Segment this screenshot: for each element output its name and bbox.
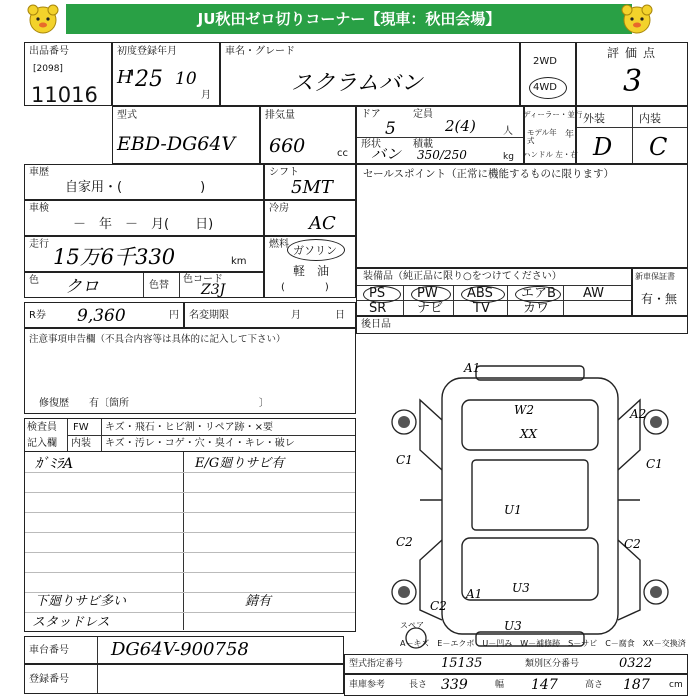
- ext-int-cell: [576, 106, 688, 164]
- spare-label: スペア: [400, 621, 424, 630]
- diagram-mark-8: C2: [396, 535, 413, 549]
- comment-left-3: スタッドレス: [32, 615, 110, 630]
- displacement-label: 排気量: [265, 110, 295, 121]
- diagram-mark-4: XX: [520, 427, 538, 441]
- name-cell: [220, 42, 520, 106]
- mileage-unit: km: [231, 256, 247, 267]
- mileage-cell: [24, 236, 264, 272]
- first-reg-cell: [112, 42, 220, 106]
- name-label: 車名・グレード: [225, 46, 295, 57]
- bear-mascot-left-icon: [26, 3, 60, 35]
- dealer-label: ディーラー・並行: [523, 110, 583, 119]
- doors-value: 5: [385, 119, 396, 139]
- recycle-label: R券: [29, 310, 46, 321]
- fuel-gas-circle: [287, 239, 345, 261]
- inspection-value: － 年 － 月( 日): [73, 217, 214, 232]
- rear-window: [462, 538, 598, 600]
- equip-tv: TV: [473, 301, 490, 316]
- fuel-paren: ( ): [281, 282, 329, 293]
- equip-abs-circle: [461, 286, 505, 303]
- equip-aw: AW: [583, 286, 605, 301]
- grade-cell: [576, 42, 688, 106]
- reg-limit-label: 名変期限: [189, 310, 229, 321]
- warranty-cell: [632, 268, 688, 316]
- comment-left-2: 下廻りサビ多い: [35, 594, 127, 609]
- inspector-label2: 記入欄: [27, 438, 57, 449]
- header-title: JU秋田ゼロ切りコーナー【現車：秋田会場】: [66, 4, 632, 34]
- capacity-unit: 人: [503, 126, 513, 137]
- ext-value: D: [593, 133, 613, 161]
- diagram-mark-3: A2: [630, 407, 647, 421]
- history-label: 車歴: [29, 167, 49, 178]
- inspector-label1: 検査員: [27, 422, 57, 433]
- comments-cell: [24, 452, 356, 632]
- first-reg-year: '25: [129, 67, 164, 92]
- equipment-cell: [356, 268, 632, 316]
- class-value: 0322: [619, 656, 653, 671]
- shape-label: 形状: [361, 139, 381, 150]
- equipment-label: 装備品（純正品に限り○をつけてください）: [363, 271, 562, 282]
- fuel-cell: [264, 236, 356, 298]
- equip-pw: PW: [417, 286, 438, 301]
- inspection-label: 車検: [29, 203, 49, 214]
- color-no-label: 色替: [149, 280, 169, 291]
- lot-label: 出品番号: [29, 46, 69, 57]
- color-label: 色: [29, 275, 39, 286]
- load-label: 積載: [413, 139, 433, 150]
- first-reg-unit: 月: [201, 90, 211, 101]
- lot-cell: [24, 42, 112, 106]
- int-label: 内装: [639, 112, 661, 125]
- damage-legend: A－キズ E－エクボ U－凹み W－補修跡 S－サビ C－腐食 XX－交換済: [400, 639, 686, 648]
- chassis-label: 車台番号: [29, 645, 69, 656]
- rear-right-fender: [618, 537, 641, 620]
- dim-height: 187: [623, 677, 650, 693]
- grade-label: 評価点: [607, 46, 662, 60]
- inspection-cell: [24, 200, 264, 236]
- color-code: Z3J: [201, 282, 226, 298]
- displacement-unit: cc: [337, 148, 348, 159]
- dealer-handle: ハンドル 左・右: [523, 150, 578, 159]
- dealer-model-year: モデル年式: [527, 128, 557, 145]
- notes-cell: [24, 328, 356, 414]
- drive-2wd: 2WD: [533, 56, 557, 67]
- chassis-cell: [24, 636, 344, 664]
- model-value: EBD-DG64V: [117, 133, 236, 155]
- mileage-label: 走行: [29, 239, 49, 250]
- auction-sheet: [20, 42, 692, 698]
- bear-mascot-right-icon: [620, 3, 654, 35]
- model-label: 型式: [117, 110, 137, 121]
- comment-right-1: E/G廻りサビ有: [195, 456, 285, 471]
- mileage-value: 15万6千330: [53, 245, 176, 269]
- reg-limit-cell: [184, 302, 356, 328]
- chassis-value: DG64V-900758: [111, 639, 249, 660]
- diagram-mark-9: C2: [624, 537, 641, 551]
- diagram-mark-2: W2: [514, 403, 534, 417]
- dealer-cell: [523, 106, 583, 164]
- inspector-fw-text: キズ・飛石・ヒビ割・リペア跡・×要: [105, 422, 273, 433]
- inspector-int: 内装: [71, 438, 91, 449]
- equip-pw-circle: [411, 286, 451, 303]
- equip-airbag: エアB: [521, 286, 556, 301]
- load-unit: kg: [503, 152, 514, 162]
- displacement-value: 660: [269, 135, 306, 157]
- reg-no-cell: [24, 664, 344, 694]
- rear-seat-label: 後日品: [361, 319, 391, 330]
- first-reg-label: 初度登録年月: [117, 46, 177, 57]
- shape-value: バン: [371, 145, 402, 163]
- diagram-mark-5: C1: [396, 453, 413, 467]
- shift-label: シフト: [269, 167, 299, 178]
- history-cell: [24, 164, 264, 200]
- name-value: スクラムバン: [291, 71, 423, 96]
- type-spec-label: 型式指定番号: [349, 659, 404, 669]
- inspector-cell: [24, 418, 356, 452]
- fuel-label: 燃料: [269, 239, 289, 250]
- diagram-mark-1: A1: [464, 361, 481, 375]
- dim-height-label: 高さ: [585, 680, 604, 690]
- roof-panel: [472, 460, 588, 530]
- diagram-mark-12: A1: [466, 587, 483, 601]
- warranty-value: 有・無: [641, 292, 678, 306]
- shift-cell: [264, 164, 356, 200]
- diagram-mark-6: C1: [646, 457, 663, 471]
- dimensions-label: 車庫参考: [349, 680, 386, 690]
- notes-label: 注意事項申告欄（不具合内容等は具体的に記入して下さい）: [29, 334, 286, 345]
- reg-limit-day: 日: [335, 310, 345, 321]
- doors-label: ドア: [361, 109, 381, 120]
- equip-sr: SR: [369, 301, 387, 316]
- ac-value: AC: [309, 213, 336, 234]
- dim-width: 147: [531, 677, 558, 693]
- diagram-mark-11: C2: [430, 599, 447, 613]
- front-left-fender: [420, 400, 442, 470]
- comment-right-2: 錆有: [245, 594, 272, 609]
- inspector-int-text: キズ・汚レ・コゲ・穴・臭イ・キレ・破レ: [105, 438, 295, 449]
- ac-label: 冷房: [269, 203, 289, 214]
- rear-seat-cell: [356, 316, 688, 334]
- color-value: クロ: [65, 277, 99, 297]
- diagram-mark-10: U3: [512, 581, 530, 595]
- load-value: 350/250: [417, 148, 467, 162]
- first-reg-month: 10: [175, 69, 197, 89]
- lot-code: [2098]: [33, 64, 63, 74]
- dim-length: 339: [441, 677, 468, 693]
- type-spec-value: 15135: [441, 656, 483, 671]
- color-code-label: 色コード: [183, 274, 223, 285]
- equip-leather: カワ: [523, 301, 550, 316]
- fuel-gas: ガソリン: [293, 244, 337, 257]
- grade-value: 3: [623, 64, 643, 99]
- ac-cell: [264, 200, 356, 236]
- recycle-unit: 円: [169, 310, 179, 321]
- type-spec-cell: [344, 654, 688, 674]
- reg-no-label: 登録番号: [29, 674, 69, 685]
- reg-limit-month: 月: [291, 310, 301, 321]
- warranty-label: 新車保証書: [635, 272, 675, 281]
- drive-4wd: 4WD: [533, 82, 557, 93]
- model-cell: [112, 106, 260, 164]
- equip-navi: ナビ: [417, 301, 444, 316]
- shift-value: 5MT: [291, 177, 333, 198]
- sales-point-cell: [356, 164, 688, 268]
- capacity-label: 定員: [413, 109, 433, 120]
- equip-ps-circle: [363, 286, 401, 303]
- comment-left-1: ｶﾞﾐﾗA: [35, 456, 74, 472]
- diagram-mark-7: U1: [504, 503, 522, 517]
- ext-label: 外装: [583, 112, 605, 125]
- drive-cell: [520, 42, 576, 106]
- fuel-diesel: 軽 油: [293, 264, 330, 278]
- drive-4wd-circle: [529, 77, 567, 99]
- equip-ps: PS: [369, 286, 386, 301]
- dim-length-label: 長さ: [409, 680, 428, 690]
- recycle-value: 9,360: [77, 306, 126, 326]
- int-value: C: [649, 133, 668, 161]
- first-reg-era: H: [117, 67, 133, 88]
- sales-point-label: セールスポイント（正常に機能するものに限ります）: [363, 168, 615, 180]
- door-cap-cell: [356, 106, 524, 164]
- lot-number: 11016: [31, 83, 98, 107]
- displacement-cell: [260, 106, 356, 164]
- history-value: 自家用・( ): [65, 180, 206, 195]
- equip-abs: ABS: [467, 286, 493, 301]
- dimensions-cell: [344, 674, 688, 696]
- capacity-value: 2(4): [445, 117, 476, 135]
- equip-airbag-circle: [515, 286, 561, 303]
- dim-unit: cm: [669, 680, 683, 690]
- color-cell: [24, 272, 264, 298]
- recycle-cell: [24, 302, 184, 328]
- inspector-fw: FW: [73, 422, 89, 433]
- dealer-year-unit: 年: [565, 130, 575, 140]
- diagram-mark-13: U3: [504, 619, 522, 633]
- header-bar: [0, 0, 700, 40]
- dim-width-label: 幅: [495, 680, 505, 690]
- notes-repair: 修復歴 有〔箇所 〕: [39, 398, 269, 409]
- class-label: 類別区分番号: [525, 659, 580, 669]
